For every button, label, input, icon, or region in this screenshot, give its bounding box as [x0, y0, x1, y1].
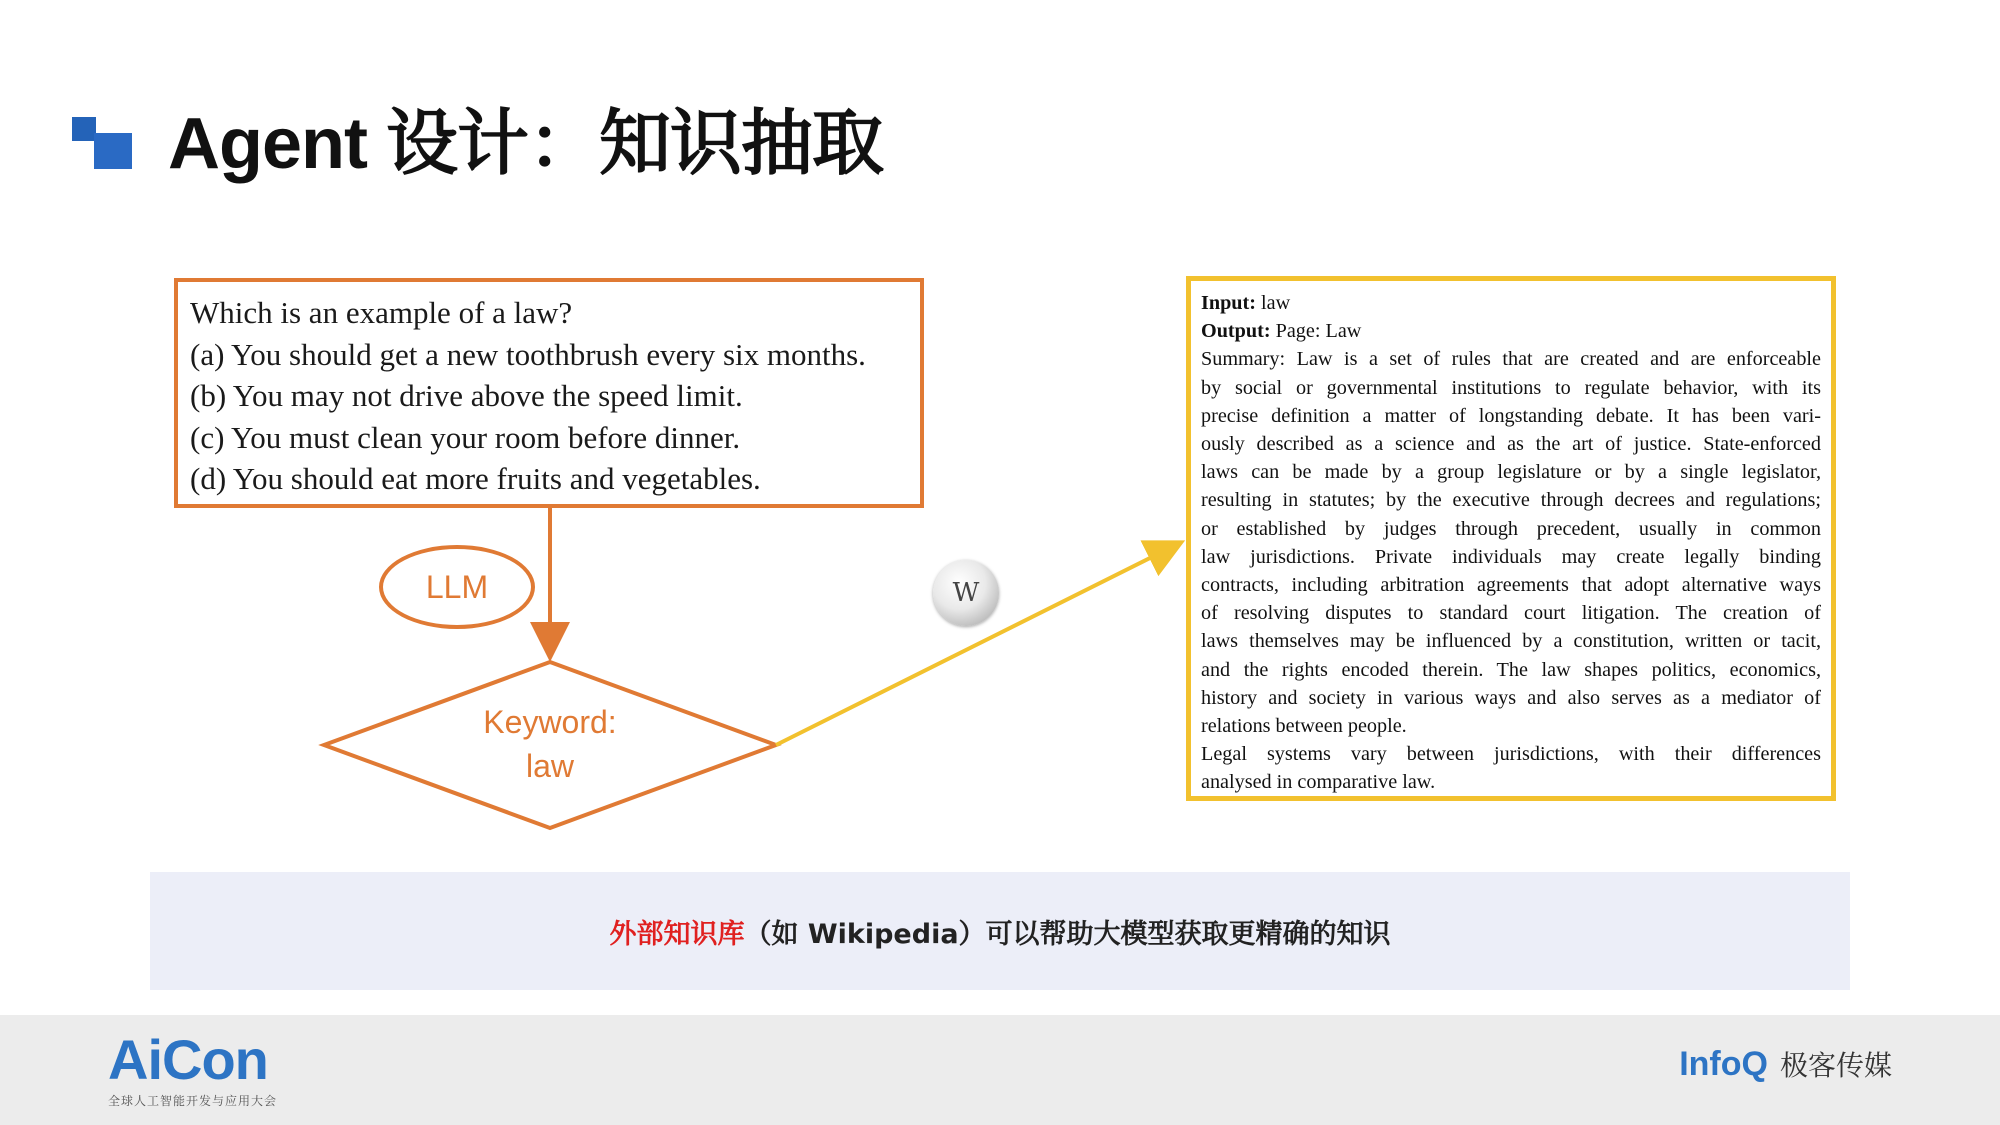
output-line: Output: Page: Law: [1201, 320, 1362, 343]
keyword-label: Keyword:: [483, 704, 617, 740]
summary-line: laws themselves may be influenced by a constitution, written or tacit,: [1201, 630, 1821, 653]
summary-line: by social or governmental institutions to regulate behavior, with its: [1201, 376, 1821, 399]
infoq-wordmark: InfoQ: [1679, 1044, 1768, 1083]
infoq-chinese-name: 极客传媒: [1779, 1049, 1892, 1082]
caption-bar: [150, 872, 1850, 990]
summary-line: law jurisdictions. Private individuals may create legally binding: [1201, 545, 1821, 568]
infoq-logo: [1679, 1044, 1892, 1084]
keyword-node-text: [450, 700, 650, 788]
llm-node: [379, 545, 535, 629]
summary-line: history and society in various ways and also serves as a mediator of: [1201, 686, 1821, 709]
aicon-wordmark: AiCon: [108, 1028, 268, 1091]
llm-label: LLM: [425, 568, 489, 605]
question-box: [174, 278, 924, 508]
option-a: (a) You should get a new toothbrush every six months.: [190, 336, 866, 372]
question-line: Which is an example of a law?: [190, 295, 573, 330]
summary-line: ously described as a science and as the art of justice. State-enforced: [1201, 433, 1821, 456]
summary-line: resulting in statutes; by the executive through decrees and regulations;: [1201, 489, 1821, 512]
option-d: (d) You should eat more fruits and vegetables.: [190, 461, 761, 496]
input-line: Input: law: [1201, 292, 1291, 314]
summary-line: or established by judges through precedent, usually in common: [1201, 517, 1821, 540]
option-b: (b) You may not drive above the speed limit.: [190, 378, 743, 413]
summary-line: relations between people.: [1201, 715, 1407, 738]
legal-line: Legal systems vary between jurisdictions, with their differences: [1201, 743, 1821, 766]
summary-line: precise definition a matter of longstanding debate. It has been vari-: [1201, 404, 1821, 427]
summary-line: of resolving disputes to standard court litigation. The creation of: [1201, 602, 1821, 625]
aicon-subtitle: 全球人工智能开发与应用大会: [108, 1094, 278, 1108]
keyword-value: law: [525, 748, 574, 784]
summary-line: laws can be made by a group legislature or by a single legislator,: [1201, 461, 1821, 484]
wikipedia-output-box: [1186, 276, 1836, 801]
option-c: (c) You must clean your room before dinner.: [190, 419, 741, 455]
caption-accent: 外部知识库: [609, 918, 745, 950]
summary-line: Summary: Law is a set of rules that are created and are enforceable: [1201, 348, 1821, 371]
summary-line: and the rights encoded therein. The law shapes politics, economics,: [1201, 658, 1821, 681]
wikipedia-globe-icon: W: [933, 560, 999, 626]
legal-line: analysed in comparative law.: [1201, 771, 1436, 794]
slide-title: Agent 设计：知识抽取: [168, 104, 883, 184]
aicon-logo: [108, 1030, 277, 1109]
caption-rest: （如 Wikipedia）可以帮助大模型获取更精确的知识: [744, 918, 1391, 950]
summary-line: contracts, including arbitration agreements that adopt alternative ways: [1201, 574, 1821, 597]
caption-text: [609, 912, 1390, 951]
